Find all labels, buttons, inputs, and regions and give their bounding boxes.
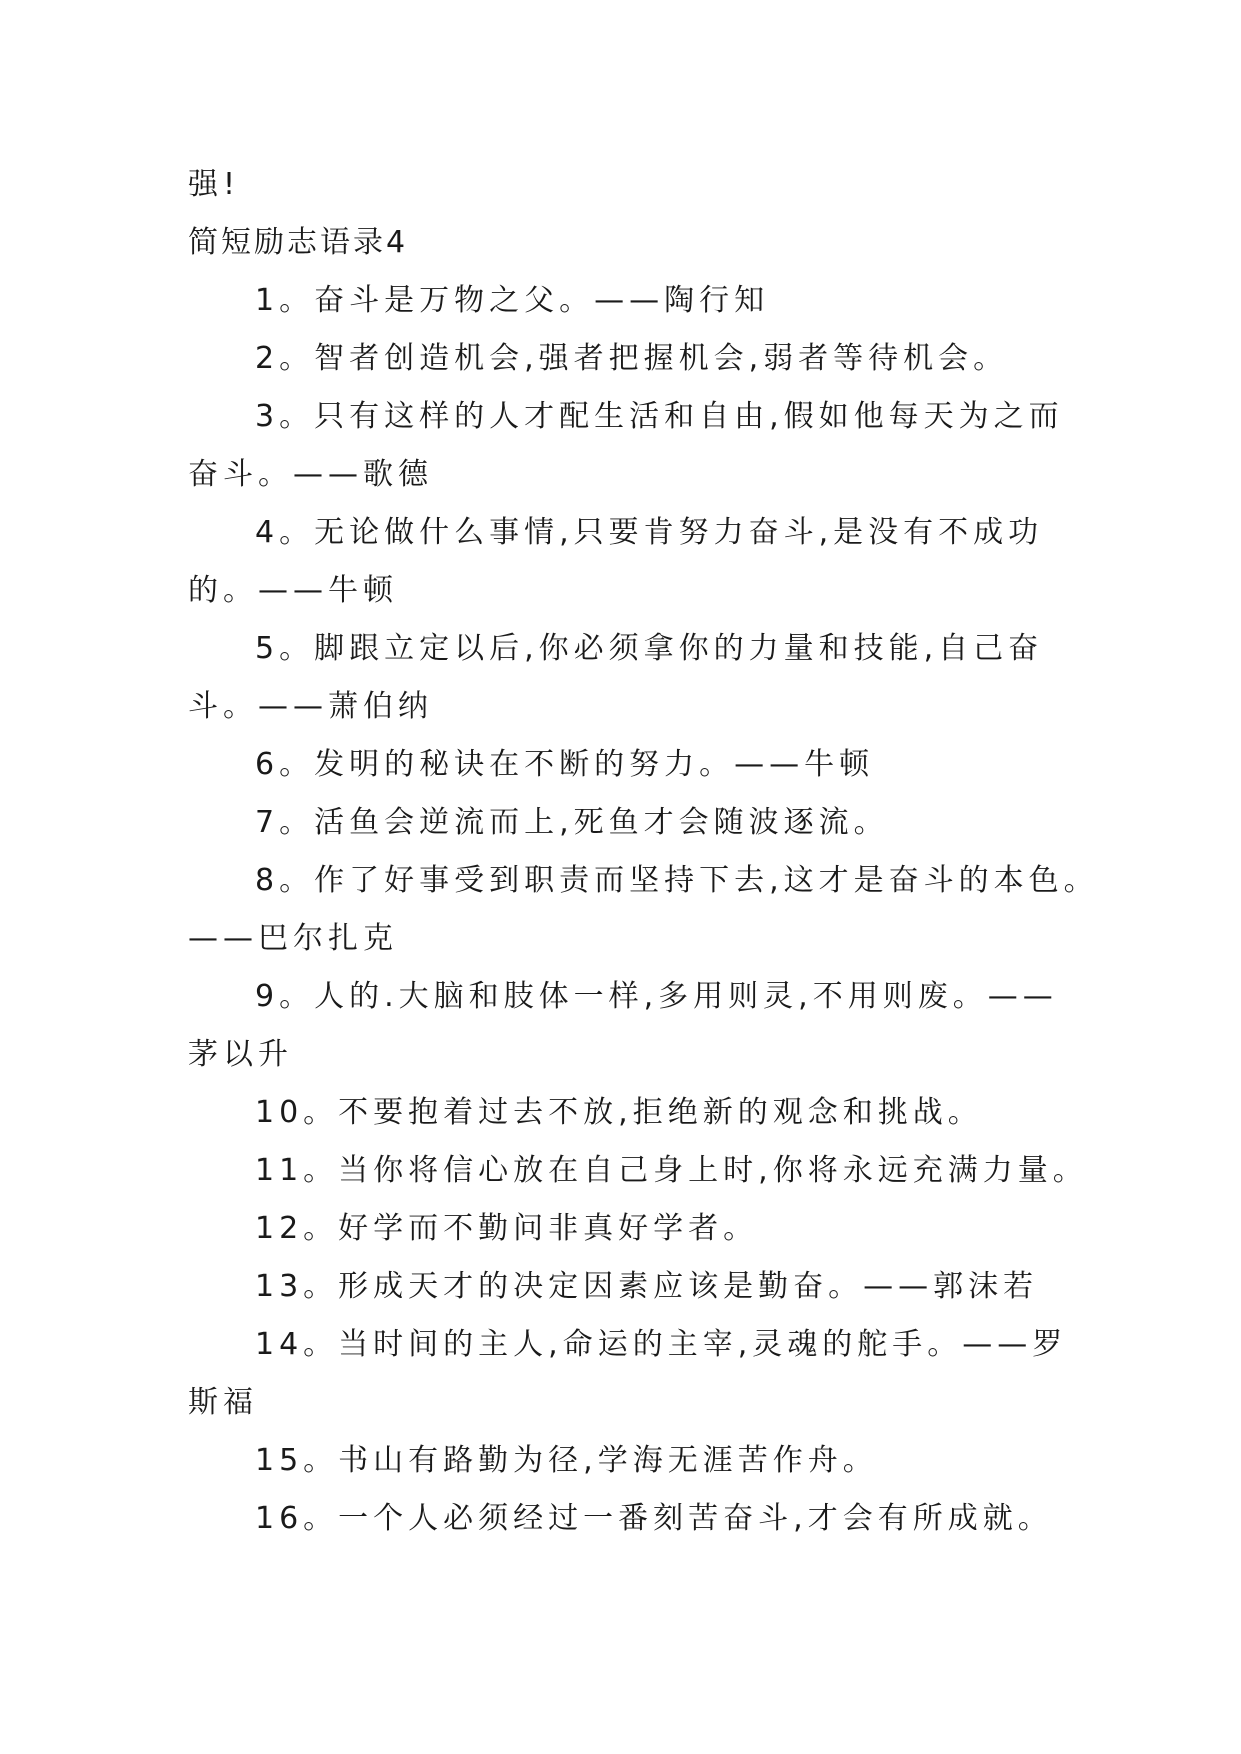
previous-text-tail: 强! <box>188 167 241 202</box>
quote-3-cont: 奋斗。——歌德 <box>188 457 433 492</box>
quote-8: 8。作了好事受到职责而坚持下去,这才是奋斗的本色。 <box>255 863 1099 898</box>
quote-14-cont: 斯福 <box>188 1385 258 1420</box>
quote-1: 1。奋斗是万物之父。——陶行知 <box>255 283 770 318</box>
quote-3: 3。只有这样的人才配生活和自由,假如他每天为之而 <box>255 399 1064 434</box>
quote-9-cont: 茅以升 <box>188 1037 293 1072</box>
quote-7: 7。活鱼会逆流而上,死鱼才会随波逐流。 <box>255 805 889 840</box>
quote-9: 9。人的.大脑和肢体一样,多用则灵,不用则废。—— <box>255 979 1058 1014</box>
quote-15: 15。书山有路勤为径,学海无涯苦作舟。 <box>255 1443 878 1478</box>
quote-2: 2。智者创造机会,强者把握机会,弱者等待机会。 <box>255 341 1009 376</box>
quote-13: 13。形成天才的决定因素应该是勤奋。——郭沫若 <box>255 1269 1039 1304</box>
quote-5: 5。脚跟立定以后,你必须拿你的力量和技能,自己奋 <box>255 631 1044 666</box>
quote-11: 11。当你将信心放在自己身上时,你将永远充满力量。 <box>255 1153 1088 1188</box>
quote-14: 14。当时间的主人,命运的主宰,灵魂的舵手。——罗 <box>255 1327 1068 1362</box>
quote-4: 4。无论做什么事情,只要肯努力奋斗,是没有不成功 <box>255 515 1044 550</box>
quote-5-cont: 斗。——萧伯纳 <box>188 689 433 724</box>
quote-8-cont: ——巴尔扎克 <box>188 921 398 956</box>
quote-4-cont: 的。——牛顿 <box>188 573 398 608</box>
section-heading: 简短励志语录4 <box>188 225 409 260</box>
quote-10: 10。不要抱着过去不放,拒绝新的观念和挑战。 <box>255 1095 983 1130</box>
quote-6: 6。发明的秘诀在不断的努力。——牛顿 <box>255 747 875 782</box>
quote-12: 12。好学而不勤问非真好学者。 <box>255 1211 759 1246</box>
quote-16: 16。一个人必须经过一番刻苦奋斗,才会有所成就。 <box>255 1501 1053 1536</box>
